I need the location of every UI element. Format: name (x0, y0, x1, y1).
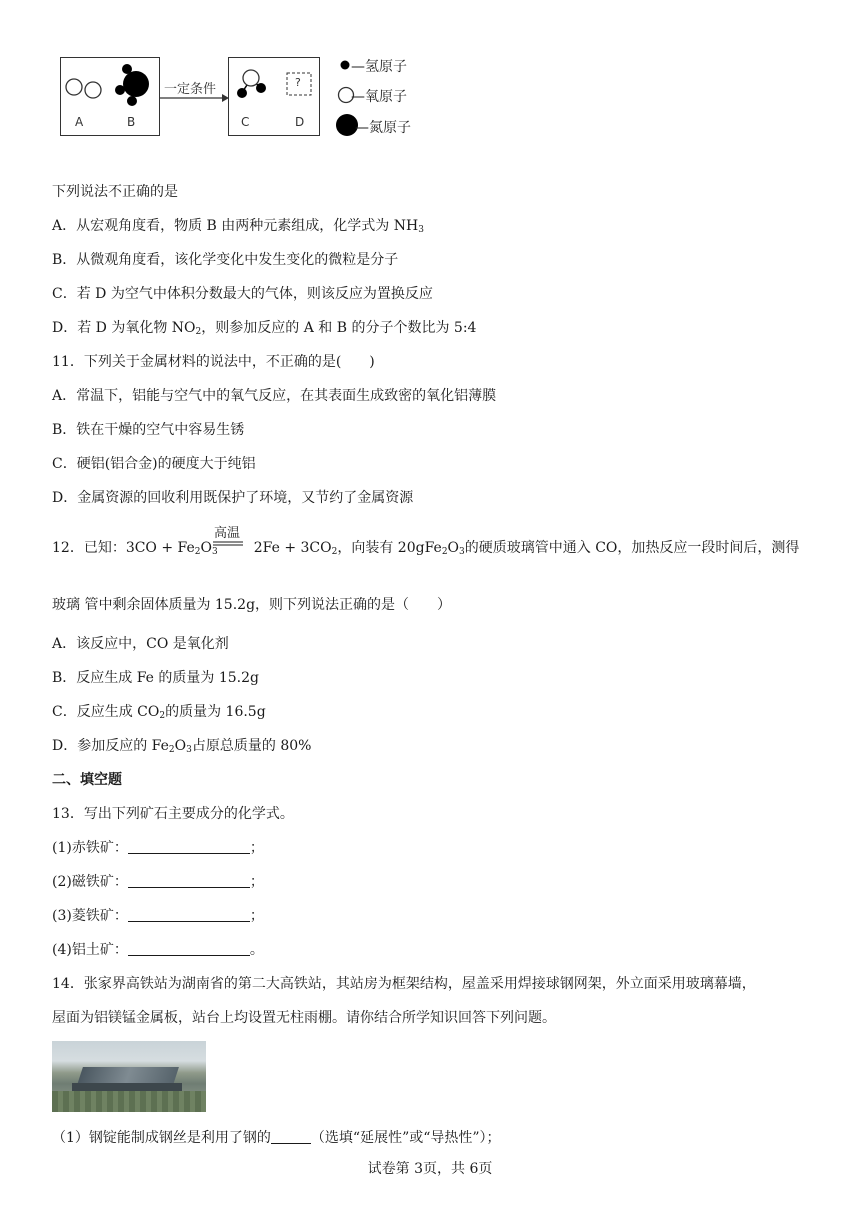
label-b: B (127, 115, 136, 129)
hydrogen-atom (127, 96, 137, 106)
oxygen-atom (85, 82, 101, 98)
reaction-arrow-icon (158, 92, 230, 104)
q13-stem: 13．写出下列矿石主要成分的化学式。 (52, 806, 294, 822)
railway-station-photo (52, 1041, 206, 1112)
hydrogen-atom (115, 85, 125, 95)
q13-item-3: (3)菱铁矿： ； (52, 908, 264, 924)
q14-sub1: （1）钢锭能制成钢丝是利用了钢的 （选填“延展性”或“导热性”）； (52, 1130, 501, 1146)
q13-item-1: (1)赤铁矿： ； (52, 840, 264, 856)
q10-option-b: B．从微观角度看，该化学变化中发生变化的微粒是分子 (52, 252, 399, 268)
q11-stem: 11．下列关于金属材料的说法中，不正确的是( ) (52, 354, 375, 370)
q11-option-c: C．硬铝(铝合金)的硬度大于纯铝 (52, 456, 256, 472)
oxygen-atom (243, 70, 259, 86)
legend-hydrogen: —氢原子 (351, 59, 407, 75)
q12-option-a: A．该反应中，CO 是氧化剂 (52, 636, 229, 652)
q11-option-b: B．铁在干燥的空气中容易生锈 (52, 422, 245, 438)
label-c: C (241, 115, 250, 129)
answer-blank[interactable] (128, 907, 250, 922)
hydrogen-atom (122, 64, 132, 74)
q13-item-4: (4)铝土矿： 。 (52, 942, 264, 958)
answer-blank[interactable] (128, 941, 250, 956)
answer-blank[interactable] (271, 1129, 311, 1144)
q12-stem: 12．已知：$3CO + Fe_2O_3$ $2Fe + 3CO_2$，向装有 $20gFe_2O_3$的硬质玻璃管中通入 CO，加热反应一段时间后，测得 (52, 540, 800, 557)
q12-option-d: D．参加反应的 $Fe_2O_3$占原总质量的 80% (52, 738, 312, 755)
q10-option-c: C．若 D 为空气中体积分数最大的气体，则该反应为置换反应 (52, 286, 433, 302)
q12-option-b: B．反应生成 Fe 的质量为 15.2g (52, 670, 260, 686)
nitrogen-atom (123, 71, 149, 97)
q14-stem-line1: 14．张家界高铁站为湖南省的第二大高铁站，其站房为框架结构，屋盖采用焊接球钢网架，外立面采用玻璃幕墙， (52, 976, 756, 992)
answer-blank[interactable] (128, 839, 250, 854)
hydrogen-atom (256, 83, 266, 93)
q12-option-c: C．反应生成 $CO_2$的质量为 16.5g (52, 704, 266, 721)
label-d: D (295, 115, 305, 129)
hydrogen-atom-icon (341, 61, 350, 70)
q10-option-a: A．从宏观角度看，物质 B 由两种元素组成，化学式为 $NH_3$ (52, 218, 424, 235)
q12-stem-line2: 玻璃 管中剩余固体质量为 15.2g，则下列说法正确的是（ ） (52, 597, 452, 613)
legend-nitrogen: —氮原子 (355, 120, 411, 136)
q11-option-d: D．金属资源的回收利用既保护了环境，又节约了金属资源 (52, 490, 414, 506)
question-mark: ? (295, 76, 301, 89)
label-a: A (75, 115, 84, 129)
q13-item-2: (2)磁铁矿： ； (52, 874, 264, 890)
answer-blank[interactable] (128, 873, 250, 888)
page-footer: 试卷第 3页，共 6页 (367, 1161, 493, 1177)
arrow-label: 一定条件 (164, 82, 217, 97)
q11-option-a: A．常温下，铝能与空气中的氧气反应，在其表面生成致密的氧化铝薄膜 (52, 388, 497, 404)
q14-stem-line2: 屋面为铝镁锰金属板，站台上均设置无柱雨棚。请你结合所学知识回答下列问题。 (52, 1010, 556, 1026)
section-heading: 二、填空题 (52, 772, 122, 788)
legend-oxygen: —氧原子 (351, 89, 407, 105)
q10-stem: 下列说法不正确的是 (52, 184, 178, 200)
q10-option-d: D．若 D 为氧化物 $NO_2$，则参加反应的 A 和 B 的分子个数比为 5:4 (52, 320, 477, 337)
reaction-condition: 高温 (214, 526, 241, 541)
oxygen-atom (66, 79, 82, 95)
hydrogen-atom (237, 88, 247, 98)
